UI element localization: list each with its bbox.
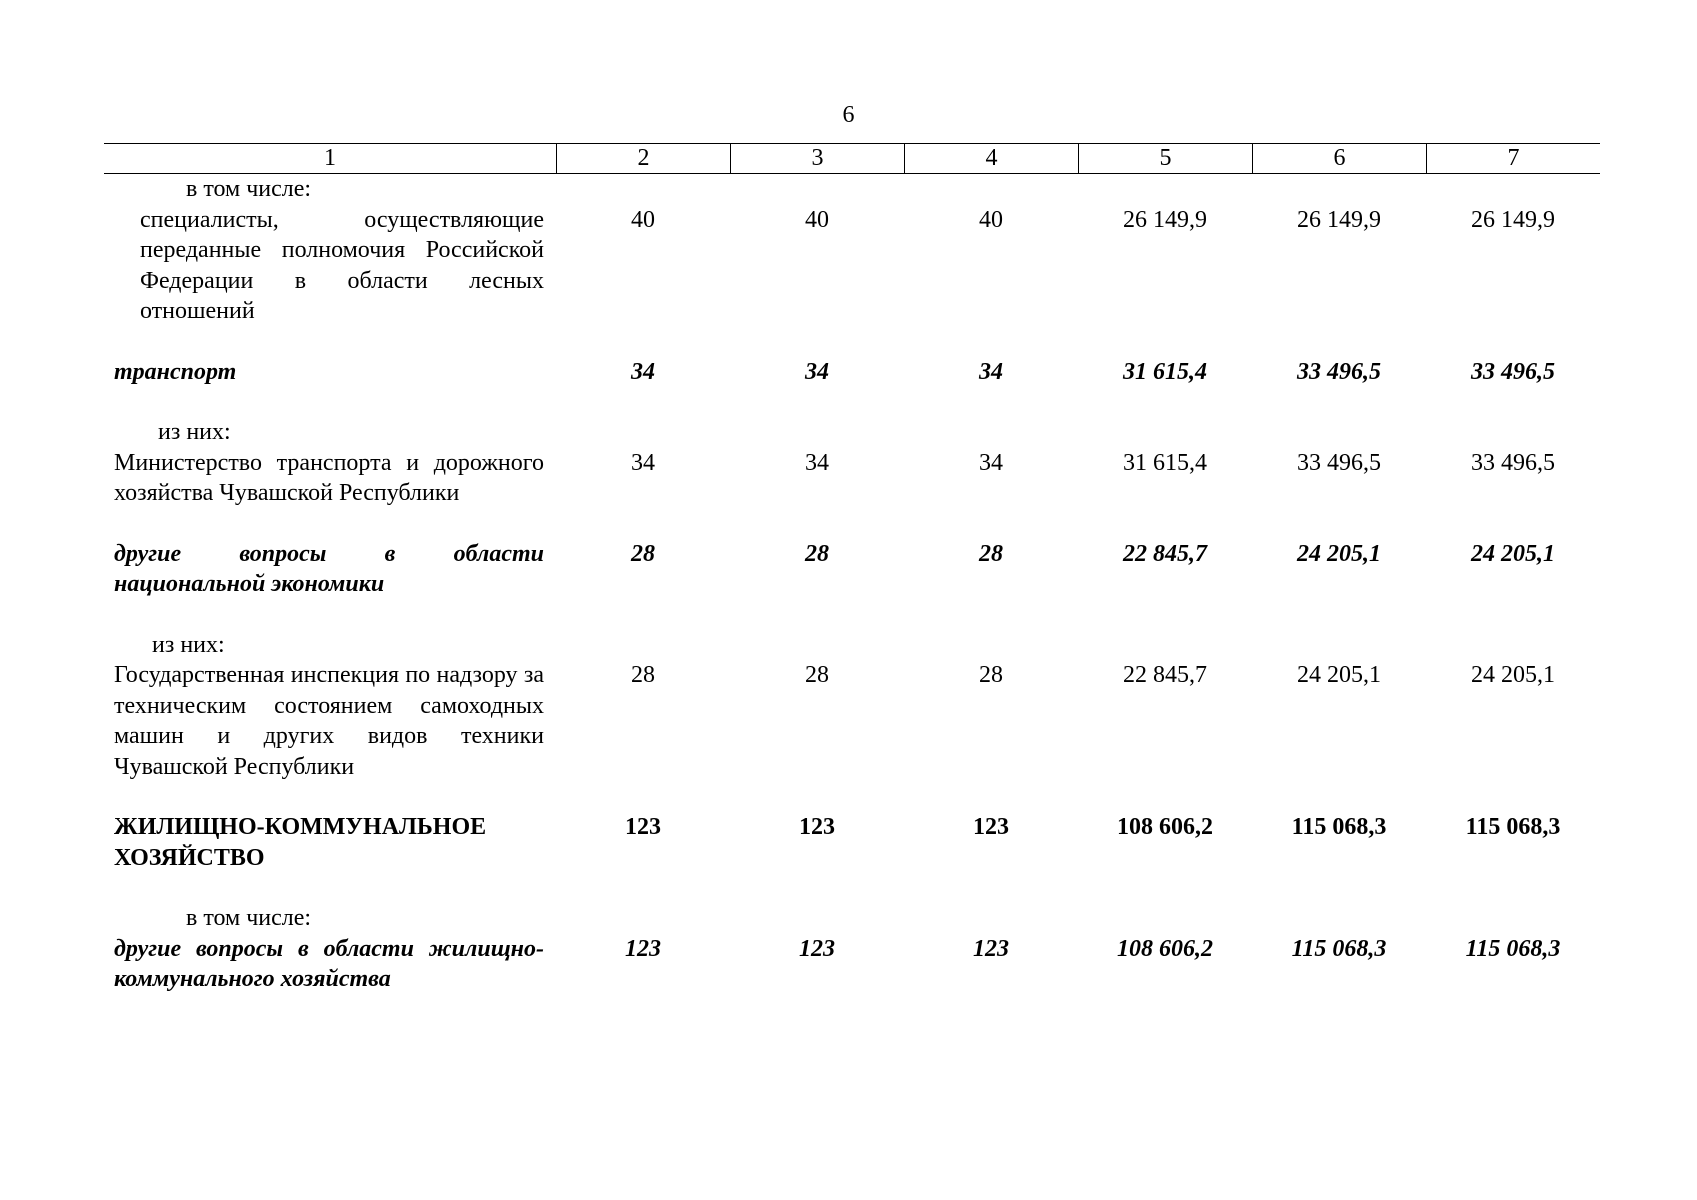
cell-value-col5: 22 845,7 (1123, 540, 1207, 567)
column-header-4: 4 (904, 144, 1078, 173)
cell-value-col3: 34 (805, 449, 829, 476)
column-header-5: 5 (1078, 144, 1252, 173)
column-header-6: 6 (1252, 144, 1426, 173)
table-row (104, 174, 1600, 327)
cell-value-col4: 123 (973, 935, 1009, 962)
row-prefix-label: из них: (152, 631, 225, 658)
cell-value-col4: 28 (979, 540, 1003, 567)
cell-value-col5: 26 149,9 (1123, 206, 1207, 233)
row-prefix-label: из них: (158, 419, 231, 445)
column-header-1: 1 (324, 145, 336, 171)
cell-value-col7: 26 149,9 (1471, 206, 1555, 233)
table-row (104, 357, 1600, 388)
cell-value-col4: 40 (979, 206, 1003, 233)
cell-value-col2: 34 (631, 358, 655, 385)
cell-value-col4: 123 (973, 814, 1009, 840)
cell-value-col6: 26 149,9 (1297, 206, 1381, 233)
page-number: 6 (842, 102, 855, 128)
row-label: Государственная инспекция по надзору за техническим состоянием самоходных машин и других видов техники Чувашской Республики (114, 662, 544, 780)
cell-value-col5: 108 606,2 (1117, 935, 1213, 962)
cell-value-col2: 28 (631, 662, 655, 688)
cell-value-col6: 24 205,1 (1297, 662, 1381, 688)
table-row (104, 903, 1600, 995)
table-row (104, 539, 1600, 600)
cell-value-col6: 33 496,5 (1297, 449, 1381, 476)
table-header-row (104, 143, 1600, 174)
cell-value-col3: 28 (805, 540, 829, 567)
cell-value-col6: 115 068,3 (1291, 935, 1387, 962)
cell-value-col5: 108 606,2 (1117, 814, 1213, 840)
column-header-7: 7 (1426, 144, 1600, 173)
cell-value-col2: 34 (631, 449, 655, 476)
cell-value-col5: 31 615,4 (1123, 358, 1207, 385)
cell-value-col5: 31 615,4 (1123, 449, 1207, 476)
column-header-2: 2 (556, 144, 730, 173)
column-header-3: 3 (730, 144, 904, 173)
cell-value-col6: 24 205,1 (1297, 540, 1381, 567)
cell-value-col5: 22 845,7 (1123, 662, 1207, 688)
table-row (104, 812, 1600, 873)
cell-value-col7: 24 205,1 (1471, 540, 1555, 567)
cell-value-col7: 33 496,5 (1471, 449, 1555, 476)
table-body (104, 174, 1600, 995)
row-label: транспорт (114, 358, 237, 385)
cell-value-col7: 24 205,1 (1471, 662, 1555, 688)
cell-value-col2: 123 (625, 935, 661, 962)
row-prefix-label: в том числе: (186, 176, 312, 202)
cell-value-col6: 33 496,5 (1297, 358, 1381, 385)
cell-value-col3: 123 (799, 814, 835, 840)
row-prefix-label: в том числе: (186, 905, 312, 931)
cell-value-col6: 115 068,3 (1291, 814, 1387, 840)
cell-value-col7: 115 068,3 (1465, 814, 1561, 840)
cell-value-col2: 40 (631, 206, 655, 233)
row-label: ЖИЛИЩНО-КОММУНАЛЬНОЕ ХОЗЯЙСТВО (114, 814, 487, 871)
table-row (104, 630, 1600, 783)
cell-value-col3: 28 (805, 662, 829, 688)
cell-value-col7: 33 496,5 (1471, 358, 1555, 385)
table-row (104, 417, 1600, 509)
cell-value-col2: 28 (631, 540, 655, 567)
cell-value-col4: 34 (979, 449, 1003, 476)
cell-value-col3: 34 (805, 358, 829, 385)
row-label: другие вопросы в области национальной экономики (114, 540, 544, 597)
cell-value-col7: 115 068,3 (1465, 935, 1561, 962)
cell-value-col3: 40 (805, 206, 829, 233)
row-label: другие вопросы в области жилищно-коммунального хозяйства (114, 935, 544, 992)
cell-value-col3: 123 (799, 935, 835, 962)
cell-value-col4: 34 (979, 358, 1003, 385)
cell-value-col4: 28 (979, 662, 1003, 688)
cell-value-col2: 123 (625, 814, 661, 840)
row-label: специалисты, осуществляющие переданные полномочия Российской Федерации в области лесных отношений (140, 206, 544, 324)
row-label: Министерство транспорта и дорожного хозяйства Чувашской Республики (114, 449, 544, 506)
